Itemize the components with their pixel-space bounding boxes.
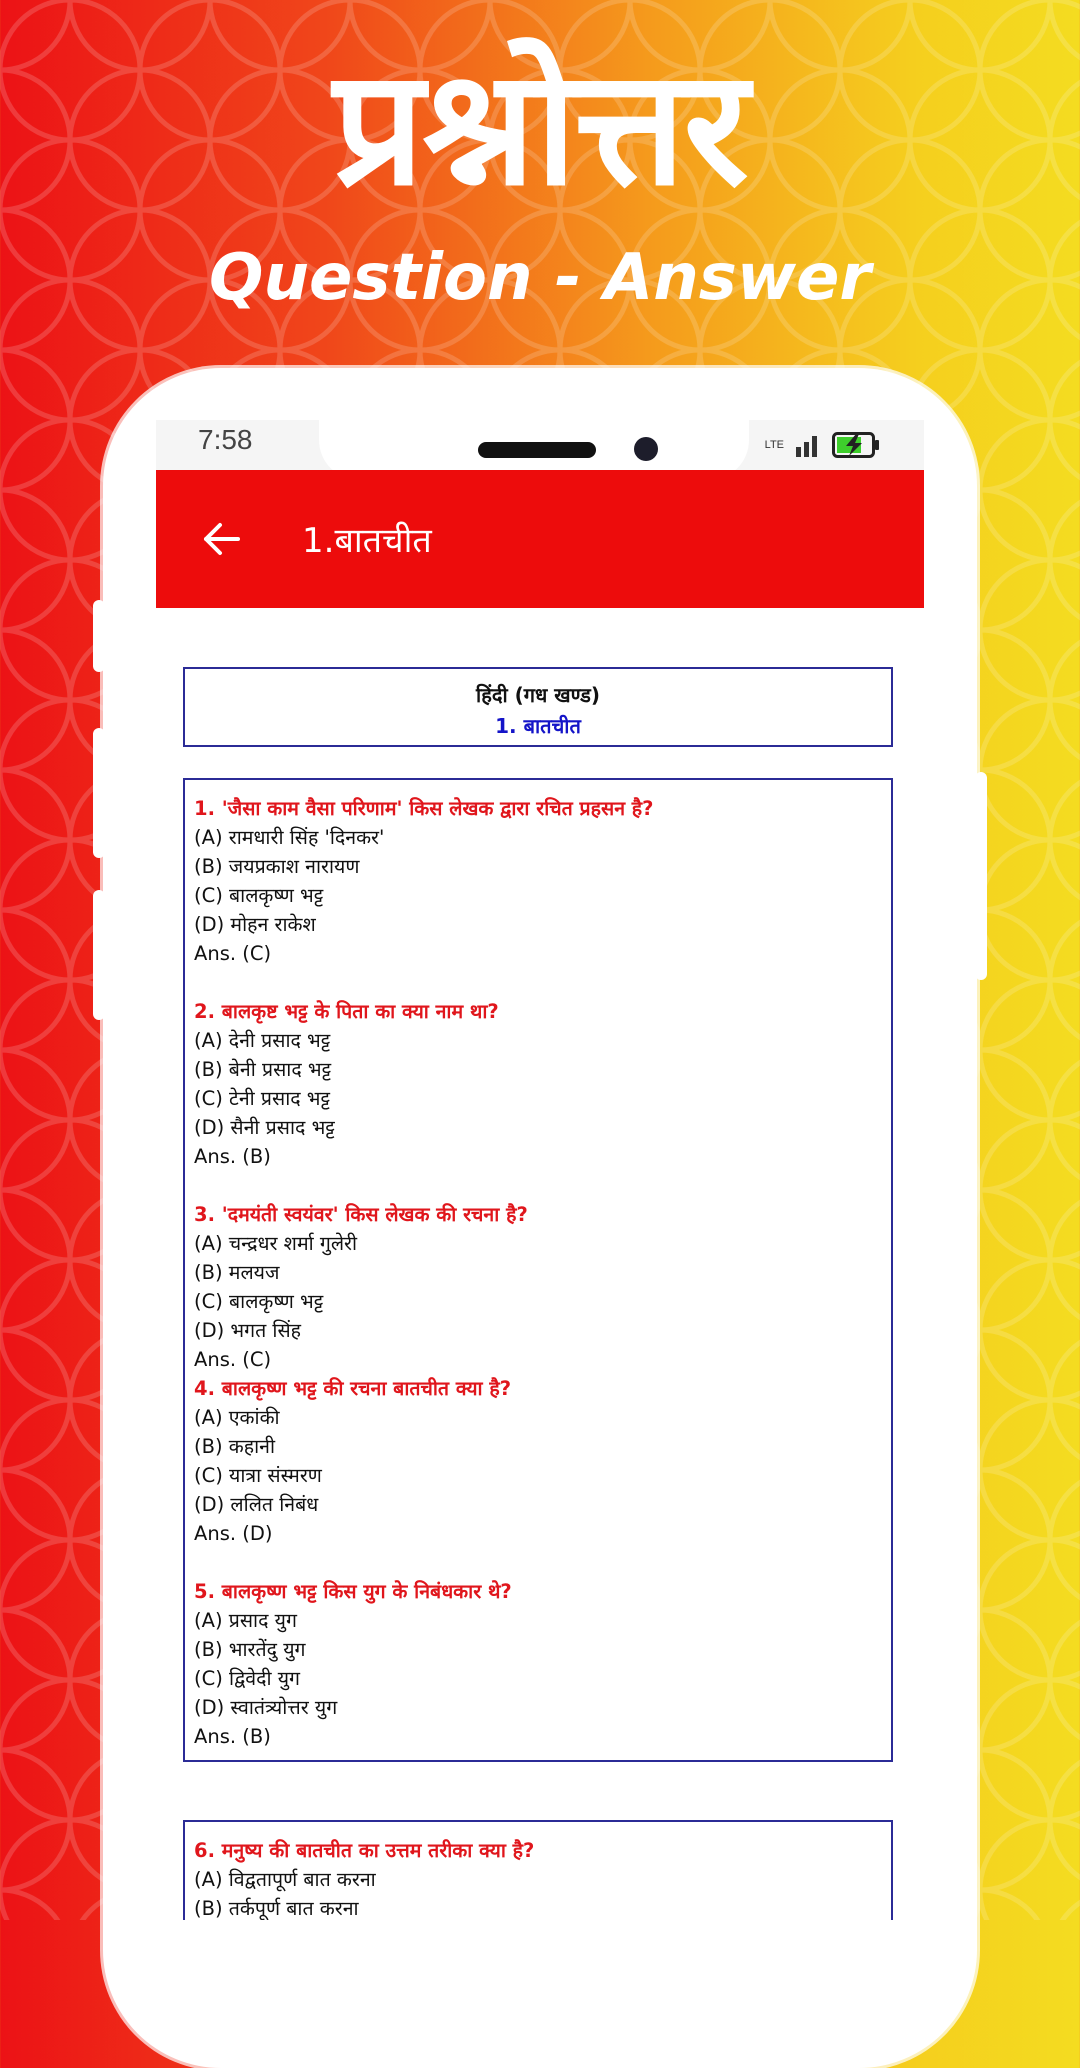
spacer <box>194 1548 891 1577</box>
answer-text: Ans. (B) <box>194 1725 271 1748</box>
option-a: (A) प्रसाद युग <box>194 1609 297 1632</box>
option-b: (B) मलयज <box>194 1261 280 1284</box>
question-text: 3. 'दमयंती स्वयंवर' किस लेखक की रचना है? <box>194 1203 528 1226</box>
battery-charging-icon <box>832 432 880 458</box>
option-b: (B) कहानी <box>194 1435 276 1458</box>
option-a: (A) एकांकी <box>194 1406 280 1429</box>
answer-text: Ans. (C) <box>194 1348 272 1371</box>
question-text: 2. बालकृष्ट भट्ट के पिता का क्या नाम था? <box>194 1000 499 1023</box>
question-item <box>194 1577 891 1751</box>
option-c: (C) द्विवेदी युग <box>194 1667 301 1690</box>
signal-icon <box>794 433 822 457</box>
answer-text: Ans. (B) <box>194 1145 271 1168</box>
option-a: (A) देनी प्रसाद भट्ट <box>194 1029 331 1052</box>
option-d: (D) स्वातंत्र्योत्तर युग <box>194 1696 338 1719</box>
question-item <box>194 1836 891 1920</box>
question-text: 6. मनुष्य की बातचीत का उत्तम तरीका क्या है? <box>194 1839 535 1862</box>
back-button[interactable] <box>192 509 252 569</box>
option-c: (C) यात्रा संस्मरण <box>194 1464 322 1487</box>
arrow-left-icon <box>202 521 242 557</box>
option-c: (C) टेनी प्रसाद भट्ट <box>194 1087 331 1110</box>
question-text: 1. 'जैसा काम वैसा परिणाम' किस लेखक द्वारा रचित प्रहसन है? <box>194 797 654 820</box>
option-b: (B) भारतेंदु युग <box>194 1638 306 1661</box>
option-b: (B) तर्कपूर्ण बात करना <box>194 1897 359 1920</box>
question-box <box>183 778 893 1762</box>
question-text: 4. बालकृष्ण भट्ट की रचना बातचीत क्या है? <box>194 1377 512 1400</box>
chapter-header-box <box>183 667 893 747</box>
earpiece-speaker <box>478 442 596 458</box>
chapter-heading: 1. बातचीत <box>495 714 581 738</box>
question-box <box>183 1820 893 1920</box>
question-item <box>194 1374 891 1548</box>
option-a: (A) चन्द्रधर शर्मा गुलेरी <box>194 1232 358 1255</box>
option-a: (A) विद्वतापूर्ण बात करना <box>194 1868 376 1891</box>
option-d: (D) सैनी प्रसाद भट्ट <box>194 1116 335 1139</box>
option-b: (B) बेनी प्रसाद भट्ट <box>194 1058 332 1081</box>
option-d: (D) भगत सिंह <box>194 1319 302 1342</box>
subject-heading: हिंदी (गध खण्ड) <box>476 683 600 707</box>
spacer <box>194 1171 891 1200</box>
spacer <box>194 968 891 997</box>
question-item <box>194 794 891 968</box>
lte-icon: LTE <box>764 438 784 451</box>
status-icons <box>765 430 880 460</box>
question-text: 5. बालकृष्ण भट्ट किस युग के निबंधकार थे? <box>194 1580 512 1603</box>
status-time: 7:58 <box>198 424 253 455</box>
answer-text: Ans. (D) <box>194 1522 273 1545</box>
banner-subheadline: Question - Answer <box>209 241 871 315</box>
option-d: (D) ललित निबंध <box>194 1493 319 1516</box>
page-title: 1.बातचीत <box>302 521 432 561</box>
question-item <box>194 997 891 1171</box>
answer-text: Ans. (C) <box>194 942 272 965</box>
banner-headline: प्रश्नोत्तर <box>333 34 747 221</box>
option-c: (C) बालकृष्ण भट्ट <box>194 884 324 907</box>
phone-screen <box>156 420 924 1920</box>
option-b: (B) जयप्रकाश नारायण <box>194 855 360 878</box>
app-bar <box>156 470 924 608</box>
option-d: (D) मोहन राकेश <box>194 913 316 936</box>
option-a: (A) रामधारी सिंह 'दिनकर' <box>194 826 385 849</box>
question-item <box>194 1200 891 1374</box>
option-c: (C) बालकृष्ण भट्ट <box>194 1290 324 1313</box>
front-camera <box>634 437 658 461</box>
